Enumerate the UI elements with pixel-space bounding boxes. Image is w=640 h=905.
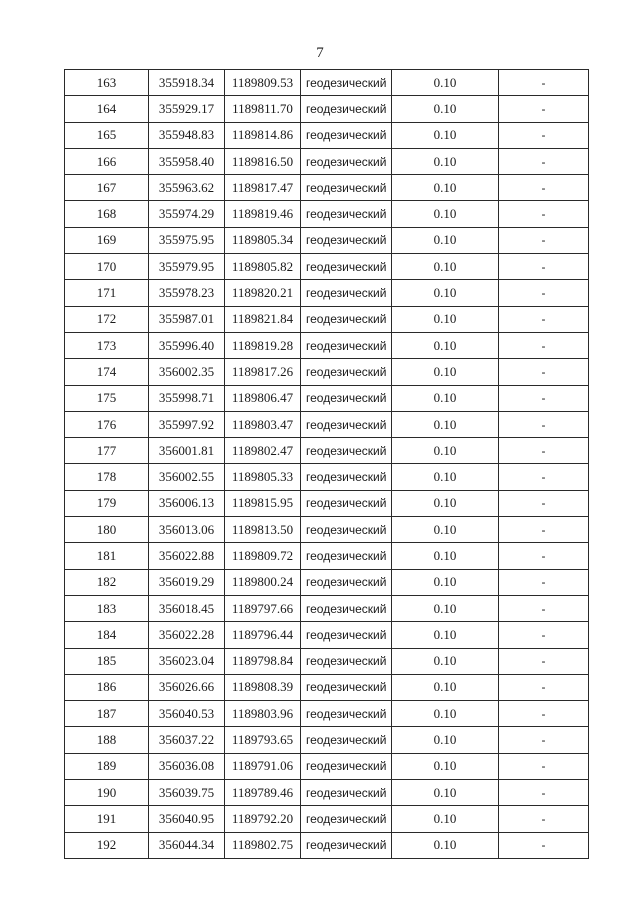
table-row	[65, 490, 589, 516]
accuracy-cell: 0.10	[392, 122, 499, 148]
method-cell: геодезический	[301, 753, 392, 779]
note-cell: -	[499, 595, 589, 621]
accuracy-cell: 0.10	[392, 96, 499, 122]
method-cell: геодезический	[301, 227, 392, 253]
accuracy-cell: 0.10	[392, 517, 499, 543]
y-coordinate-cell: 1189813.50	[225, 517, 301, 543]
point-number-cell: 184	[65, 622, 149, 648]
point-number-cell: 164	[65, 96, 149, 122]
x-coordinate-cell: 355948.83	[149, 122, 225, 148]
note-cell: -	[499, 490, 589, 516]
accuracy-cell: 0.10	[392, 753, 499, 779]
x-coordinate-cell: 356036.08	[149, 753, 225, 779]
note-cell: -	[499, 780, 589, 806]
point-number-cell: 166	[65, 148, 149, 174]
method-cell: геодезический	[301, 543, 392, 569]
table-row	[65, 254, 589, 280]
note-cell: -	[499, 464, 589, 490]
table-row	[65, 780, 589, 806]
point-number-cell: 192	[65, 832, 149, 858]
x-coordinate-cell: 355929.17	[149, 96, 225, 122]
table-row	[65, 201, 589, 227]
accuracy-cell: 0.10	[392, 727, 499, 753]
table-row	[65, 569, 589, 595]
table-row	[65, 227, 589, 253]
table-row	[65, 280, 589, 306]
point-number-cell: 167	[65, 175, 149, 201]
point-number-cell: 189	[65, 753, 149, 779]
point-number-cell: 191	[65, 806, 149, 832]
y-coordinate-cell: 1189789.46	[225, 780, 301, 806]
accuracy-cell: 0.10	[392, 306, 499, 332]
x-coordinate-cell: 355963.62	[149, 175, 225, 201]
note-cell: -	[499, 727, 589, 753]
accuracy-cell: 0.10	[392, 175, 499, 201]
accuracy-cell: 0.10	[392, 464, 499, 490]
method-cell: геодезический	[301, 674, 392, 700]
point-number-cell: 176	[65, 411, 149, 437]
accuracy-cell: 0.10	[392, 254, 499, 280]
table-row	[65, 122, 589, 148]
point-number-cell: 183	[65, 595, 149, 621]
note-cell: -	[499, 674, 589, 700]
y-coordinate-cell: 1189805.33	[225, 464, 301, 490]
table-row	[65, 306, 589, 332]
x-coordinate-cell: 356023.04	[149, 648, 225, 674]
table-row	[65, 806, 589, 832]
accuracy-cell: 0.10	[392, 595, 499, 621]
table-row	[65, 411, 589, 437]
note-cell: -	[499, 753, 589, 779]
x-coordinate-cell: 356002.55	[149, 464, 225, 490]
method-cell: геодезический	[301, 727, 392, 753]
x-coordinate-cell: 356037.22	[149, 727, 225, 753]
table-row	[65, 832, 589, 858]
table-row	[65, 727, 589, 753]
y-coordinate-cell: 1189816.50	[225, 148, 301, 174]
x-coordinate-cell: 355987.01	[149, 306, 225, 332]
note-cell: -	[499, 122, 589, 148]
method-cell: геодезический	[301, 806, 392, 832]
point-number-cell: 175	[65, 385, 149, 411]
method-cell: геодезический	[301, 438, 392, 464]
x-coordinate-cell: 356040.53	[149, 701, 225, 727]
accuracy-cell: 0.10	[392, 701, 499, 727]
y-coordinate-cell: 1189800.24	[225, 569, 301, 595]
y-coordinate-cell: 1189802.75	[225, 832, 301, 858]
table-row	[65, 148, 589, 174]
y-coordinate-cell: 1189797.66	[225, 595, 301, 621]
x-coordinate-cell: 356022.28	[149, 622, 225, 648]
method-cell: геодезический	[301, 148, 392, 174]
accuracy-cell: 0.10	[392, 780, 499, 806]
method-cell: геодезический	[301, 175, 392, 201]
y-coordinate-cell: 1189803.47	[225, 411, 301, 437]
y-coordinate-cell: 1189817.47	[225, 175, 301, 201]
table-row	[65, 595, 589, 621]
method-cell: геодезический	[301, 648, 392, 674]
y-coordinate-cell: 1189814.86	[225, 122, 301, 148]
x-coordinate-cell: 356019.29	[149, 569, 225, 595]
note-cell: -	[499, 280, 589, 306]
y-coordinate-cell: 1189805.34	[225, 227, 301, 253]
table-row	[65, 385, 589, 411]
page-number: 7	[316, 45, 324, 61]
point-number-cell: 165	[65, 122, 149, 148]
table-row	[65, 438, 589, 464]
accuracy-cell: 0.10	[392, 622, 499, 648]
x-coordinate-cell: 356018.45	[149, 595, 225, 621]
method-cell: геодезический	[301, 122, 392, 148]
accuracy-cell: 0.10	[392, 148, 499, 174]
y-coordinate-cell: 1189820.21	[225, 280, 301, 306]
table-row	[65, 543, 589, 569]
y-coordinate-cell: 1189802.47	[225, 438, 301, 464]
table-row	[65, 70, 589, 96]
table-row	[65, 332, 589, 358]
point-number-cell: 170	[65, 254, 149, 280]
x-coordinate-cell: 356001.81	[149, 438, 225, 464]
table-row	[65, 517, 589, 543]
method-cell: геодезический	[301, 306, 392, 332]
accuracy-cell: 0.10	[392, 385, 499, 411]
method-cell: геодезический	[301, 411, 392, 437]
note-cell: -	[499, 832, 589, 858]
x-coordinate-cell: 355996.40	[149, 332, 225, 358]
y-coordinate-cell: 1189815.95	[225, 490, 301, 516]
x-coordinate-cell: 356013.06	[149, 517, 225, 543]
method-cell: геодезический	[301, 490, 392, 516]
accuracy-cell: 0.10	[392, 227, 499, 253]
y-coordinate-cell: 1189793.65	[225, 727, 301, 753]
note-cell: -	[499, 411, 589, 437]
point-number-cell: 171	[65, 280, 149, 306]
accuracy-cell: 0.10	[392, 490, 499, 516]
method-cell: геодезический	[301, 832, 392, 858]
method-cell: геодезический	[301, 96, 392, 122]
point-number-cell: 169	[65, 227, 149, 253]
note-cell: -	[499, 175, 589, 201]
table-row	[65, 175, 589, 201]
point-number-cell: 188	[65, 727, 149, 753]
table-row	[65, 648, 589, 674]
note-cell: -	[499, 543, 589, 569]
y-coordinate-cell: 1189819.28	[225, 332, 301, 358]
method-cell: геодезический	[301, 701, 392, 727]
note-cell: -	[499, 517, 589, 543]
table-row	[65, 96, 589, 122]
method-cell: геодезический	[301, 622, 392, 648]
method-cell: геодезический	[301, 201, 392, 227]
point-number-cell: 177	[65, 438, 149, 464]
note-cell: -	[499, 96, 589, 122]
y-coordinate-cell: 1189808.39	[225, 674, 301, 700]
note-cell: -	[499, 438, 589, 464]
point-number-cell: 180	[65, 517, 149, 543]
method-cell: геодезический	[301, 780, 392, 806]
x-coordinate-cell: 356002.35	[149, 359, 225, 385]
point-number-cell: 190	[65, 780, 149, 806]
point-number-cell: 168	[65, 201, 149, 227]
point-number-cell: 163	[65, 70, 149, 96]
point-number-cell: 174	[65, 359, 149, 385]
x-coordinate-cell: 355997.92	[149, 411, 225, 437]
x-coordinate-cell: 356039.75	[149, 780, 225, 806]
y-coordinate-cell: 1189792.20	[225, 806, 301, 832]
table-row	[65, 464, 589, 490]
note-cell: -	[499, 332, 589, 358]
method-cell: геодезический	[301, 385, 392, 411]
accuracy-cell: 0.10	[392, 543, 499, 569]
method-cell: геодезический	[301, 464, 392, 490]
y-coordinate-cell: 1189809.53	[225, 70, 301, 96]
x-coordinate-cell: 355998.71	[149, 385, 225, 411]
point-number-cell: 173	[65, 332, 149, 358]
coordinates-table-body	[65, 70, 589, 859]
y-coordinate-cell: 1189806.47	[225, 385, 301, 411]
accuracy-cell: 0.10	[392, 674, 499, 700]
table-row	[65, 359, 589, 385]
point-number-cell: 185	[65, 648, 149, 674]
table-row	[65, 674, 589, 700]
y-coordinate-cell: 1189805.82	[225, 254, 301, 280]
x-coordinate-cell: 355918.34	[149, 70, 225, 96]
x-coordinate-cell: 355974.29	[149, 201, 225, 227]
accuracy-cell: 0.10	[392, 359, 499, 385]
y-coordinate-cell: 1189821.84	[225, 306, 301, 332]
y-coordinate-cell: 1189817.26	[225, 359, 301, 385]
note-cell: -	[499, 569, 589, 595]
y-coordinate-cell: 1189819.46	[225, 201, 301, 227]
accuracy-cell: 0.10	[392, 438, 499, 464]
accuracy-cell: 0.10	[392, 201, 499, 227]
y-coordinate-cell: 1189791.06	[225, 753, 301, 779]
point-number-cell: 182	[65, 569, 149, 595]
accuracy-cell: 0.10	[392, 806, 499, 832]
x-coordinate-cell: 356006.13	[149, 490, 225, 516]
method-cell: геодезический	[301, 569, 392, 595]
x-coordinate-cell: 356044.34	[149, 832, 225, 858]
method-cell: геодезический	[301, 517, 392, 543]
point-number-cell: 178	[65, 464, 149, 490]
method-cell: геодезический	[301, 70, 392, 96]
x-coordinate-cell: 356040.95	[149, 806, 225, 832]
point-number-cell: 181	[65, 543, 149, 569]
accuracy-cell: 0.10	[392, 411, 499, 437]
method-cell: геодезический	[301, 332, 392, 358]
note-cell: -	[499, 648, 589, 674]
table-row	[65, 753, 589, 779]
accuracy-cell: 0.10	[392, 832, 499, 858]
note-cell: -	[499, 227, 589, 253]
accuracy-cell: 0.10	[392, 332, 499, 358]
accuracy-cell: 0.10	[392, 569, 499, 595]
method-cell: геодезический	[301, 595, 392, 621]
method-cell: геодезический	[301, 359, 392, 385]
x-coordinate-cell: 356022.88	[149, 543, 225, 569]
point-number-cell: 187	[65, 701, 149, 727]
method-cell: геодезический	[301, 254, 392, 280]
note-cell: -	[499, 359, 589, 385]
x-coordinate-cell: 356026.66	[149, 674, 225, 700]
point-number-cell: 172	[65, 306, 149, 332]
accuracy-cell: 0.10	[392, 70, 499, 96]
y-coordinate-cell: 1189798.84	[225, 648, 301, 674]
x-coordinate-cell: 355958.40	[149, 148, 225, 174]
note-cell: -	[499, 306, 589, 332]
x-coordinate-cell: 355978.23	[149, 280, 225, 306]
note-cell: -	[499, 70, 589, 96]
y-coordinate-cell: 1189811.70	[225, 96, 301, 122]
x-coordinate-cell: 355975.95	[149, 227, 225, 253]
note-cell: -	[499, 701, 589, 727]
y-coordinate-cell: 1189803.96	[225, 701, 301, 727]
accuracy-cell: 0.10	[392, 280, 499, 306]
table-row	[65, 701, 589, 727]
note-cell: -	[499, 385, 589, 411]
y-coordinate-cell: 1189796.44	[225, 622, 301, 648]
accuracy-cell: 0.10	[392, 648, 499, 674]
note-cell: -	[499, 622, 589, 648]
note-cell: -	[499, 148, 589, 174]
note-cell: -	[499, 806, 589, 832]
point-number-cell: 179	[65, 490, 149, 516]
table-row	[65, 622, 589, 648]
coordinates-table	[64, 69, 589, 859]
y-coordinate-cell: 1189809.72	[225, 543, 301, 569]
note-cell: -	[499, 201, 589, 227]
x-coordinate-cell: 355979.95	[149, 254, 225, 280]
method-cell: геодезический	[301, 280, 392, 306]
point-number-cell: 186	[65, 674, 149, 700]
note-cell: -	[499, 254, 589, 280]
